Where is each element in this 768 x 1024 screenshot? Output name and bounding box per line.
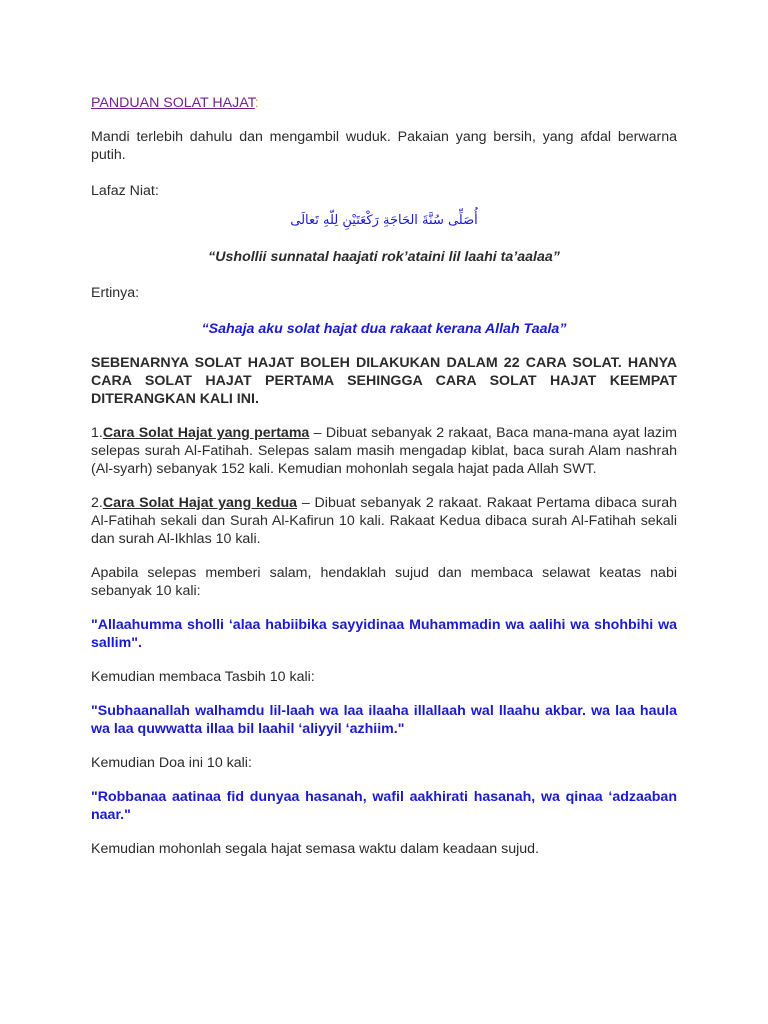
lafaz-label: Lafaz Niat: [91,183,159,199]
cara2-text: – Dibuat sebanyak 2 rakaat. Rakaat Pertama dibaca surah Al-Fatihah sekali dan Surah Al-Kafirun 10 kali. Rakaat Kedua dibaca surah Al-Fatihah sekali dan surah Al-Ikhlas 10 kali. [91,495,678,547]
cara1-label: Cara Solat Hajat yang pertama [102,425,310,441]
cara1-number: 1. [91,425,103,441]
title-text: PANDUAN SOLAT HAJAT [91,95,255,111]
document-title [91,94,677,112]
closing-paragraph: Kemudian mohonlah segala hajat semasa waktu dalam keadaan sujud. [91,841,539,857]
ertinya-meaning: “Sahaja aku solat hajat dua rakaat kerana Allah Taala” [201,321,567,337]
ertinya-label: Ertinya: [91,285,140,301]
cara2-label: Cara Solat Hajat yang kedua [102,495,298,511]
title-colon: : [254,95,259,111]
cara1-text: – Dibuat sebanyak 2 rakaat, Baca mana-mana ayat lazim selepas surah Al-Fatihah. Selepas salam masih mengadap kiblat, baca surah Alam nashrah (Al-syarh) sebanyak 152 kali. Kemudian mohonlah segala hajat pada Allah SWT. [91,425,677,477]
cara2-number: 2. [91,495,103,511]
doa-label: Kemudian Doa ini 10 kali: [91,755,252,771]
selawat-text: "Allaahumma sholli ‘alaa habiibika sayyidinaa Muhammadin wa aalihi wa shohbihi wa sallim". [91,617,677,651]
arabic-niat: أُصَلِّى سُنَّةَ الحَاجَةِ رَكْعَتَيْنِ لِلّهِ تَعالَى [290,213,478,228]
caps-heading: SEBENARNYA SOLAT HAJAT BOLEH DILAKUKAN DALAM 22 CARA SOLAT. HANYA CARA SOLAT HAJAT PERTAMA SEHINGGA CARA SOLAT HAJAT KEEMPAT DITERANGKAN KALI INI. [91,355,677,407]
doa-text: "Robbanaa aatinaa fid dunyaa hasanah, wafil aakhirati hasanah, wa qinaa ‘adzaaban naar." [91,789,677,823]
niat-transliteration: “Ushollii sunnatal haajati rok’ataini lil laahi ta’aalaa” [208,249,560,265]
cara2-paragraph [91,494,677,548]
tasbih-text: "Subhaanallah walhamdu lil-laah wa laa ilaaha illallaah wal llaahu akbar. wa laa haula wa laa quwwatta illaa bil laahil ‘aliyyil ‘azhiim." [91,703,677,737]
cara1-paragraph [91,424,677,478]
intro-paragraph: Mandi terlebih dahulu dan mengambil wuduk. Pakaian yang bersih, yang afdal berwarna putih. [91,129,677,163]
tasbih-label: Kemudian membaca Tasbih 10 kali: [91,669,315,685]
apabila-paragraph: Apabila selepas memberi salam, hendaklah sujud dan membaca selawat keatas nabi sebanyak 10 kali: [91,565,677,599]
